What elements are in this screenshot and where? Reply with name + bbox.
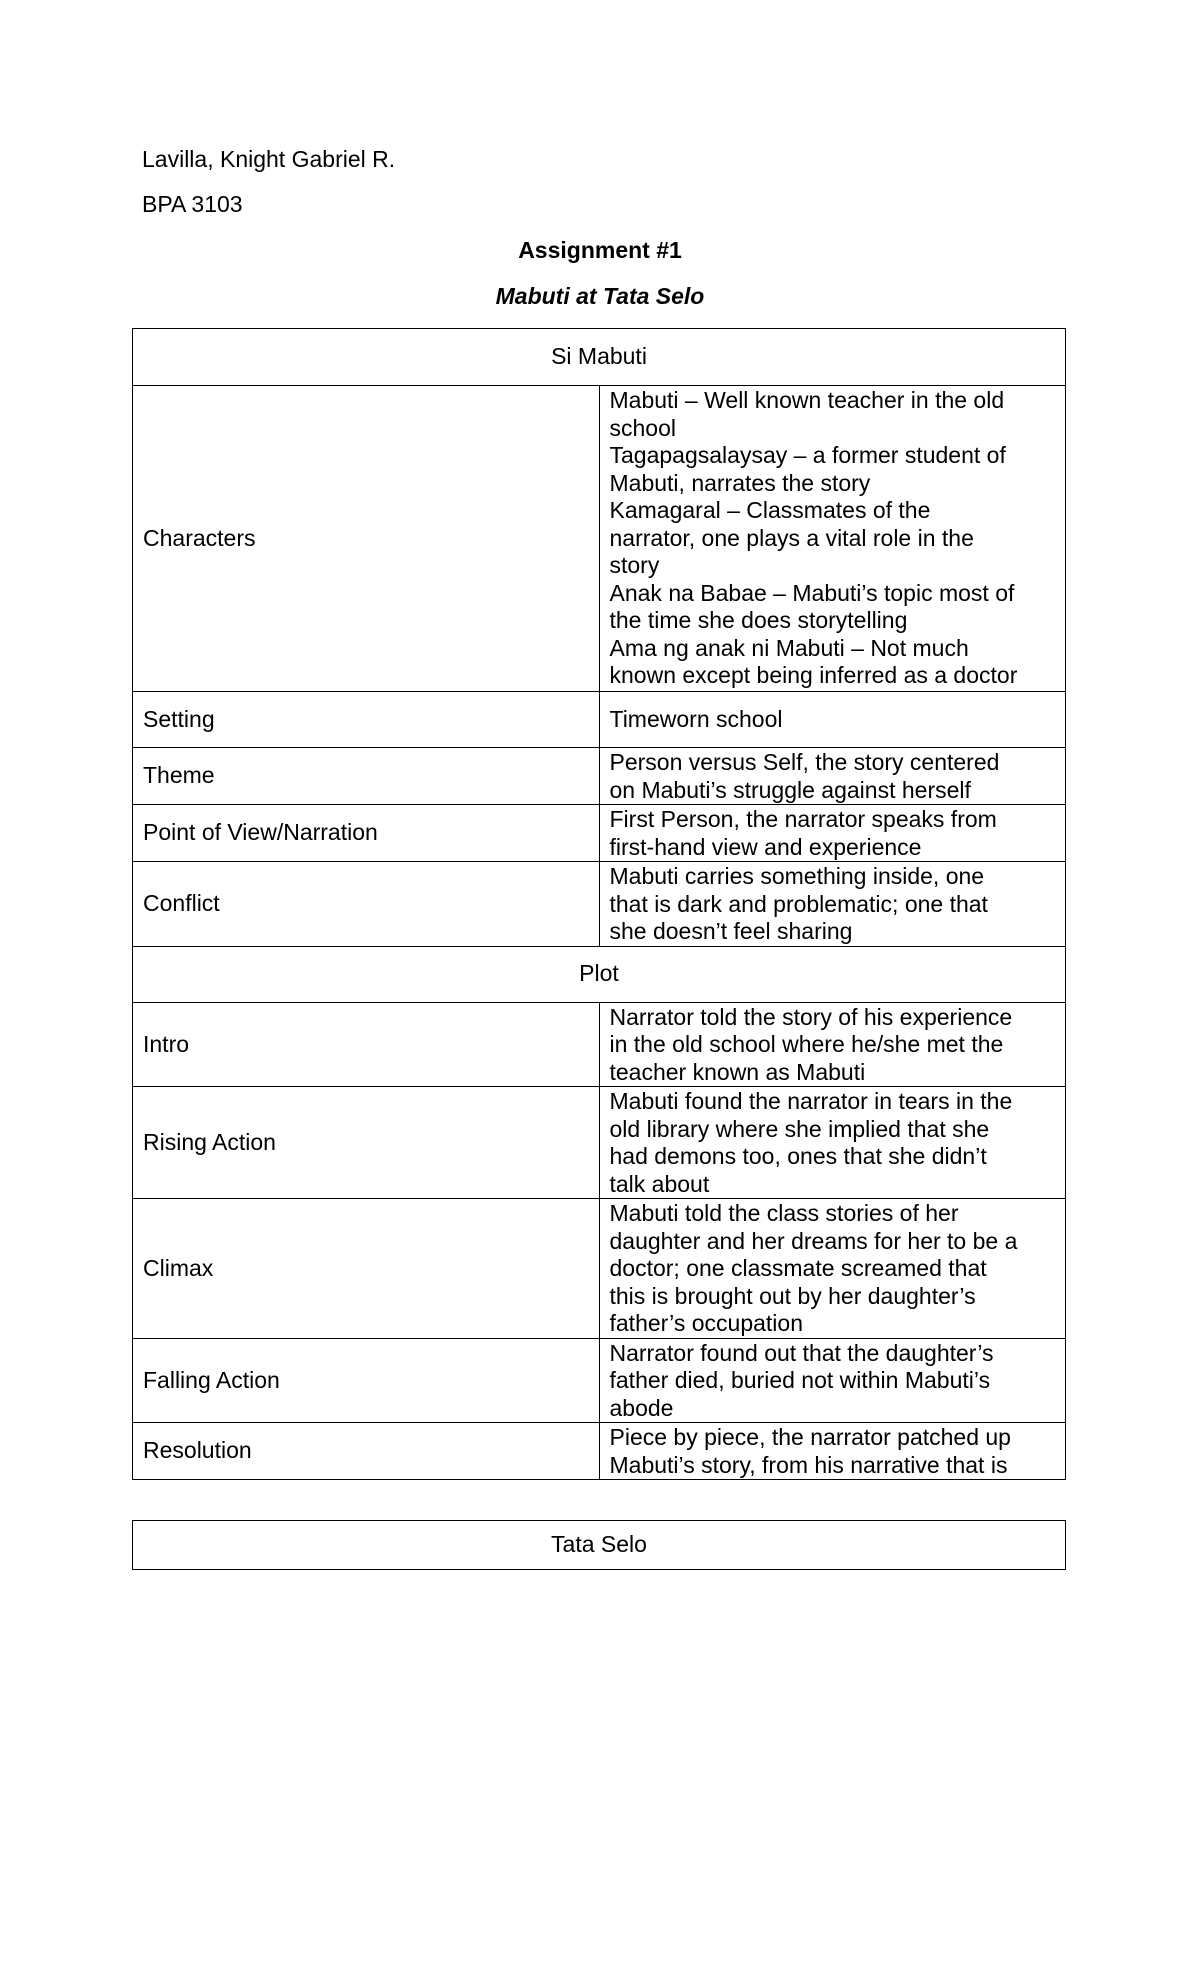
table-row [133, 1338, 1066, 1423]
mabuti-table [132, 328, 1066, 1480]
value-line: Kamagaral – Classmates of the [609, 497, 931, 523]
value-line: known except being inferred as a doctor [609, 662, 1018, 688]
value-line: Piece by piece, the narrator patched up [609, 1424, 1011, 1450]
row-label-point-of-view: Point of View/Narration [133, 805, 600, 862]
value-line: on Mabuti’s struggle against herself [609, 776, 971, 803]
value-line: Ama ng anak ni Mabuti – Not much [609, 634, 969, 661]
section-header-row [133, 1521, 1066, 1570]
row-value-characters [599, 386, 1066, 692]
row-label-climax: Climax [133, 1199, 600, 1339]
section-title-tata-selo: Tata Selo [133, 1521, 1066, 1570]
value-line: had demons too, ones that she didn’t [609, 1143, 987, 1169]
table-row [133, 692, 1066, 748]
row-label-setting: Setting [133, 692, 600, 748]
row-value-setting [599, 692, 1066, 748]
document-subtitle: Mabuti at Tata Selo [495, 283, 705, 309]
student-name: Lavilla, Knight Gabriel R. [142, 146, 396, 172]
section-header-row [133, 329, 1066, 386]
value-line: Mabuti, narrates the story [609, 469, 871, 496]
row-label-resolution: Resolution [133, 1423, 600, 1480]
value-line: Mabuti’s story, from his narrative that is [609, 1451, 1008, 1478]
value-line: father died, buried not within Mabuti’s [609, 1367, 991, 1393]
row-label-characters: Characters [133, 386, 600, 692]
value-line: Tagapagsalaysay – a former student of [609, 442, 1006, 468]
value-line: Narrator told the story of his experience [609, 1003, 1013, 1030]
row-label-theme: Theme [133, 748, 600, 805]
row-value-climax [599, 1199, 1066, 1339]
value-line: talk about [609, 1170, 710, 1197]
value-line: teacher known as Mabuti [609, 1058, 866, 1085]
value-line: school [609, 414, 676, 441]
row-value-rising-action [599, 1087, 1066, 1199]
section-title-plot: Plot [133, 946, 1066, 1002]
value-line: abode [609, 1394, 674, 1421]
table-row [133, 748, 1066, 805]
section-title-si-mabuti: Si Mabuti [133, 329, 1066, 386]
row-value-point-of-view [599, 805, 1066, 862]
value-line: that is dark and problematic; one that [609, 890, 988, 917]
row-value-intro [599, 1002, 1066, 1087]
section-header-row [133, 946, 1066, 1002]
value-line: old library where she implied that she [609, 1115, 990, 1142]
row-value-conflict [599, 862, 1066, 947]
row-label-falling-action: Falling Action [133, 1338, 600, 1423]
table-row [133, 805, 1066, 862]
value-line: this is brought out by her daughter’s [609, 1282, 976, 1309]
value-line: father’s occupation [609, 1310, 804, 1336]
row-value-theme [599, 748, 1066, 805]
tata-selo-table [132, 1520, 1066, 1570]
table-row [133, 1087, 1066, 1199]
value-line: Mabuti found the narrator in tears in the [609, 1088, 1013, 1114]
row-label-conflict: Conflict [133, 862, 600, 947]
value-line: the time she does storytelling [609, 607, 908, 633]
value-line: story [609, 552, 660, 578]
value-line: Mabuti – Well known teacher in the old [609, 387, 1005, 413]
value-line: Timeworn school [609, 706, 783, 733]
class-section: BPA 3103 [142, 191, 243, 217]
table-row [133, 1199, 1066, 1339]
value-line: in the old school where he/she met the [609, 1031, 1004, 1057]
row-value-resolution [599, 1423, 1066, 1480]
value-line: daughter and her dreams for her to be a [609, 1227, 1018, 1254]
row-label-rising-action: Rising Action [133, 1087, 600, 1199]
table-row [133, 1423, 1066, 1480]
value-line: narrator, one plays a vital role in the [609, 524, 974, 551]
row-label-intro: Intro [133, 1002, 600, 1087]
table-row [133, 862, 1066, 947]
value-line: Anak na Babae – Mabuti’s topic most of [609, 579, 1015, 606]
row-value-falling-action [599, 1338, 1066, 1423]
value-line: Narrator found out that the daughter’s [609, 1339, 994, 1366]
value-line: doctor; one classmate screamed that [609, 1255, 987, 1281]
table-row [133, 386, 1066, 692]
assignment-title: Assignment #1 [518, 237, 682, 263]
value-line: First Person, the narrator speaks from [609, 806, 997, 832]
value-line: first-hand view and experience [609, 833, 922, 860]
value-line: she doesn’t feel sharing [609, 918, 853, 944]
value-line: Mabuti carries something inside, one [609, 863, 985, 889]
value-line: Person versus Self, the story centered [609, 749, 1000, 775]
value-line: Mabuti told the class stories of her [609, 1200, 959, 1226]
table-row [133, 1002, 1066, 1087]
